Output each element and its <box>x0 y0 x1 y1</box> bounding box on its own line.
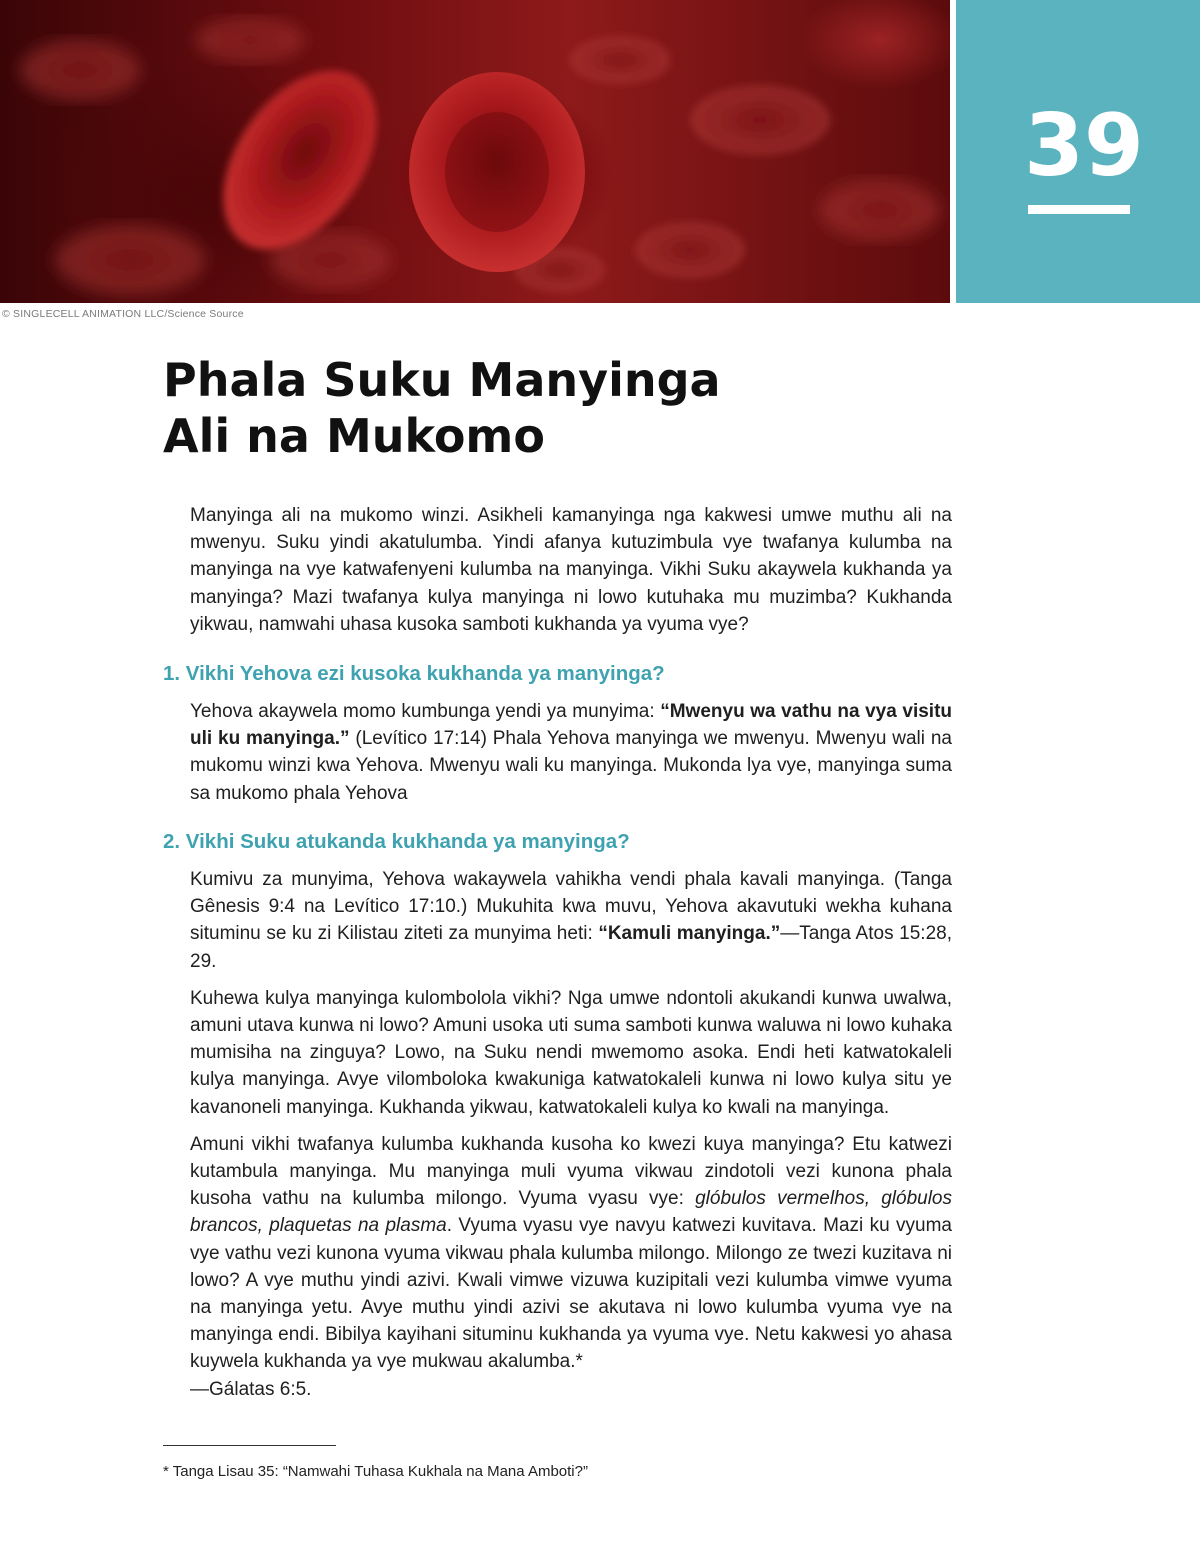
section-2-body <box>190 866 952 1413</box>
title-line-2: Ali na Mukomo <box>163 409 545 463</box>
footnote: * Tanga Lisau 35: “Namwahi Tuhasa Kukhala na Mana Amboti?” <box>163 1463 588 1480</box>
section-2-paragraph-1: Kumivu za munyima, Yehova wakaywela vahikha vendi phala kavali manyinga. (Tanga Gênesis 9:4 na Levítico 17:10.) Mukuhita kwa muvu, Yehova akavutuki wekha kuhana situminu se ku zi Kilistau ziteti za munyima heti: “Kamuli manyinga.”—Tanga Atos 15:28, 29. <box>190 869 952 972</box>
lesson-badge <box>956 0 1200 303</box>
blood-cells-illustration <box>0 0 950 303</box>
badge-underline <box>1028 205 1130 214</box>
hero-image <box>0 0 950 303</box>
section-2-paragraph-3: Amuni vikhi twafanya kulumba kukhanda kusoha ko kwezi kuya manyinga? Etu katwezi kutambula manyinga. Mu manyinga muli vyuma vikwau zindotoli vezi kunona phala kusoha vathu na kulumba milongo. Vyuma vyasu vye: glóbulos vermelhos, glóbulos brancos, plaquetas na plasma. Vyuma vyasu vye navyu katwezi kuvitava. Mazi ku vyuma vye vathu vezi kunona vyuma vikwau phala kulumba milongo. Milongo ze twezi kuzitava ni lowo? A vye muthu yindi azivi. Kwali vimwe vizuwa kuzipitali vezi kulumba vimwe vyuma na manyinga yetu. Avye muthu yindi azivi se akutava ni lowo kulumba vyuma vye na manyinga endi. Bibilya kayihani situminu kukhanda ya vyuma vye. Netu kakwesi yo ahasa kuywela kukhanda ya vye mukwau akalumba.* —Gálatas 6:5. <box>190 1133 952 1400</box>
section-2-paragraph-2: Kuhewa kulya manyinga kulombolola vikhi? Nga umwe ndontoli akukandi kunwa uwalwa, amuni utava kunwa ni lowo? Amuni usoka uti suma samboti kunwa waluwa ni lowo kuhaka mumisiha na zinguya? Lowo, na Suku nendi mwemomo asoka. Endi heti katwatokaleli kulya manyinga. Avye vilomboloka kwakuniga katwatokaleli kunwa ni lowo kulya situ ye kavanoneli manyinga. Kukhanda yikwau, katwatokaleli kulya ko kwali na manyinga. <box>190 987 952 1118</box>
intro-paragraph <box>190 502 952 648</box>
title-line-1: Phala Suku Manyinga <box>163 353 721 407</box>
footnote-divider <box>163 1445 336 1446</box>
intro-text: Manyinga ali na mukomo winzi. Asikheli kamanyinga nga kakwesi umwe muthu ali na mwenyu. Suku yindi akatulumba. Yindi afanya kutuzimbula vye twafanya kulumba na manyinga na vye katwafenyeni kulumba na manyinga. Vikhi Suku akaywela kukhanda ya manyinga? Mazi twafanya kulya manyinga ni lowo kutuhaka mu muzimba? Kukhanda yikwau, namwahi uhasa kusoka samboti kukhanda ya vyuma vye? <box>190 505 952 635</box>
lesson-number: 39 <box>1024 96 1144 196</box>
question-2-heading: 2. Vikhi Suku atukanda kukhanda ya manyinga? <box>163 830 630 853</box>
question-1-heading: 1. Vikhi Yehova ezi kusoka kukhanda ya manyinga? <box>163 662 665 685</box>
image-credit: © SINGLECELL ANIMATION LLC/Science Source <box>2 308 244 320</box>
page-title <box>163 352 721 464</box>
section-1-paragraph: Yehova akaywela momo kumbunga yendi ya munyima: “Mwenyu wa vathu na vya visitu uli ku manyinga.” (Levítico 17:14) Phala Yehova manyinga we mwenyu. Mwenyu wali na mukomu winzi kwa Yehova. Mwenyu wali ku manyinga. Mukonda lya vye, manyinga suma sa mukomo phala Yehova <box>190 701 953 804</box>
section-1-body <box>190 698 952 817</box>
